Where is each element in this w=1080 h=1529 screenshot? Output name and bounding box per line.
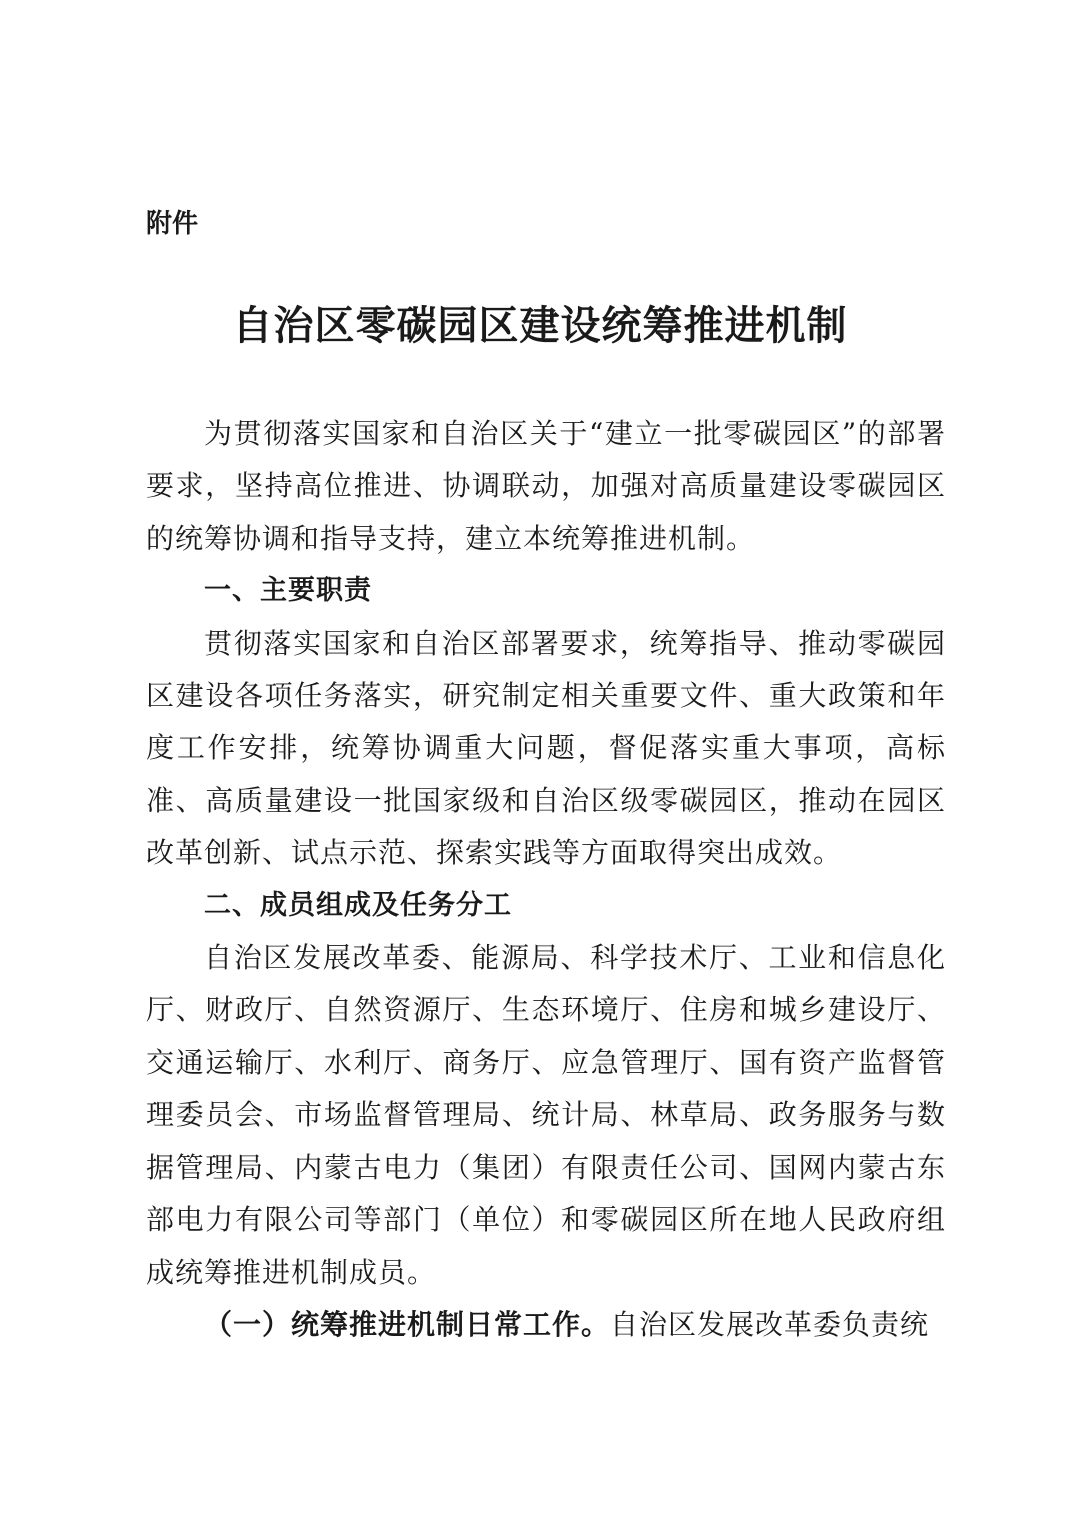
document-title: 自治区零碳园区建设统筹推进机制 bbox=[232, 302, 848, 349]
subsection-paragraph bbox=[146, 1299, 946, 1351]
section-heading-duties: 一、主要职责 bbox=[204, 575, 372, 607]
subsection-text: 自治区发展改革委负责统 bbox=[610, 1307, 930, 1341]
subsection-lead: （一）统筹推进机制日常工作。 bbox=[204, 1307, 611, 1341]
intro-paragraph: 为贯彻落实国家和自治区关于“建立一批零碳园区”的部署要求，坚持高位推进、协调联动，加强对高质量建设零碳园区的统筹协调和指导支持，建立本统筹推进机制。 bbox=[146, 417, 946, 555]
section-paragraph-duties: 贯彻落实国家和自治区部署要求，统筹指导、推动零碳园区建设各项任务落实，研究制定相关重要文件、重大政策和年度工作安排，统筹协调重大问题，督促落实重大事项，高标准、高质量建设一批国家级和自治区级零碳园区，推动在园区改革创新、试点示范、探索实践等方面取得突出成效。 bbox=[146, 626, 946, 870]
section-paragraph-members: 自治区发展改革委、能源局、科学技术厅、工业和信息化厅、财政厅、自然资源厅、生态环境厅、住房和城乡建设厅、交通运输厅、水利厅、商务厅、应急管理厅、国有资产监督管理委员会、市场监督管理局、统计局、林草局、政务服务与数据管理局、内蒙古电力（集团）有限责任公司、国网内蒙古东部电力有限公司等部门（单位）和零碳园区所在地人民政府组成统筹推进机制成员。 bbox=[146, 941, 946, 1289]
document-body bbox=[146, 408, 946, 1351]
section-heading-members: 二、成员组成及任务分工 bbox=[204, 889, 512, 921]
attachment-label: 附件 bbox=[146, 209, 199, 239]
